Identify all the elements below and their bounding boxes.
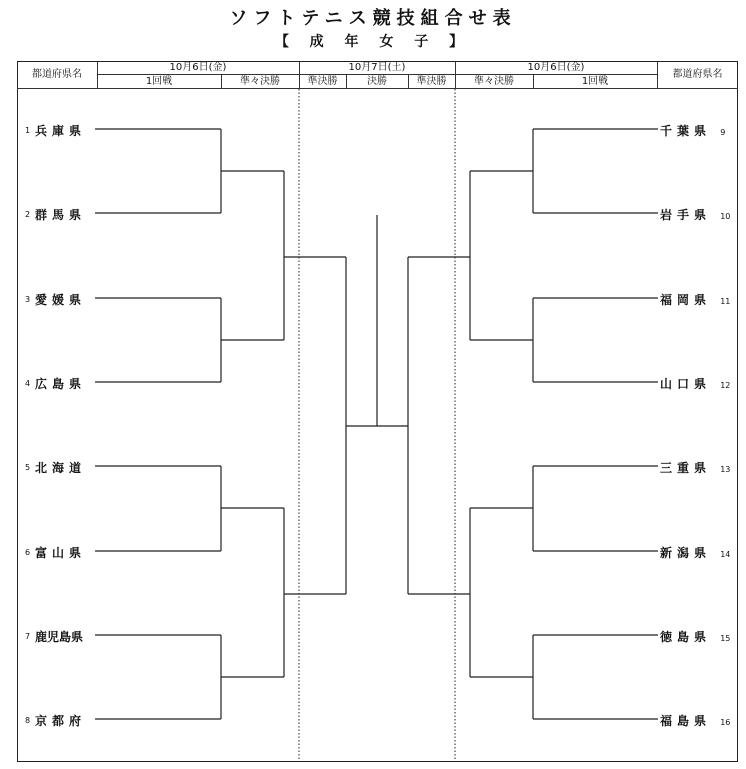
team-name: 京都府	[35, 714, 87, 728]
team-number: 16	[720, 718, 731, 727]
round1-header-right: 1回戦	[581, 76, 609, 87]
team-left-3	[25, 291, 86, 308]
team-left-7	[25, 628, 83, 645]
sf-header-right: 準決勝	[416, 76, 447, 87]
team-name: 新潟県	[660, 546, 712, 560]
team-right-9	[660, 122, 725, 139]
team-number: 14	[720, 550, 731, 559]
round1-header-left: 1回戦	[145, 76, 173, 87]
team-left-1	[25, 122, 86, 139]
team-left-6	[25, 544, 86, 561]
team-right-16	[660, 712, 730, 729]
team-right-15	[660, 628, 730, 645]
team-number: 5	[25, 463, 31, 472]
team-right-12	[660, 375, 730, 392]
date-header-center: 10月7日(土)	[348, 62, 406, 73]
team-left-8	[25, 712, 86, 729]
team-name: 北海道	[35, 461, 87, 475]
team-number: 1	[25, 126, 31, 135]
team-right-13	[660, 459, 730, 476]
team-number: 4	[25, 379, 31, 388]
team-left-2	[25, 206, 86, 223]
team-right-11	[660, 291, 730, 308]
team-name: 三重県	[660, 461, 712, 475]
team-number: 9	[720, 128, 726, 137]
team-name: 鹿児島県	[35, 630, 84, 644]
team-name: 群馬県	[35, 208, 87, 222]
team-number: 11	[720, 297, 731, 306]
final-header: 決勝	[367, 76, 387, 87]
team-name: 山口県	[660, 377, 712, 391]
team-number: 8	[25, 716, 31, 725]
team-name: 広島県	[35, 377, 87, 391]
team-number: 3	[25, 295, 31, 304]
pref-header-left: 都道府県名	[32, 69, 82, 80]
team-name: 富山県	[35, 546, 87, 560]
page-subtitle: 【 成 年 女 子 】	[274, 34, 472, 50]
team-right-10	[660, 206, 730, 223]
team-name: 兵庫県	[35, 124, 87, 138]
qf-header-right: 準々決勝	[474, 76, 514, 87]
team-number: 10	[720, 212, 731, 221]
team-name: 福島県	[660, 714, 712, 728]
sf-header-left: 準決勝	[307, 76, 338, 87]
pref-header-right: 都道府県名	[672, 69, 723, 80]
team-name: 千葉県	[660, 124, 712, 138]
team-number: 2	[25, 210, 31, 219]
team-left-5	[25, 459, 86, 476]
team-number: 12	[720, 381, 731, 390]
team-name: 岩手県	[660, 208, 712, 222]
page-title: ソフトテニス競技組合せ表	[229, 8, 517, 29]
team-number: 15	[720, 634, 731, 643]
date-header-left: 10月6日(金)	[169, 62, 227, 73]
team-left-4	[25, 375, 86, 392]
team-number: 6	[25, 548, 31, 557]
team-right-14	[660, 544, 730, 561]
date-header-right: 10月6日(金)	[527, 62, 585, 73]
team-name: 徳島県	[660, 630, 712, 644]
team-name: 福岡県	[660, 293, 712, 307]
team-number: 7	[25, 632, 31, 641]
team-number: 13	[720, 465, 731, 474]
team-name: 愛媛県	[35, 293, 87, 307]
qf-header-left: 準々決勝	[240, 76, 280, 87]
